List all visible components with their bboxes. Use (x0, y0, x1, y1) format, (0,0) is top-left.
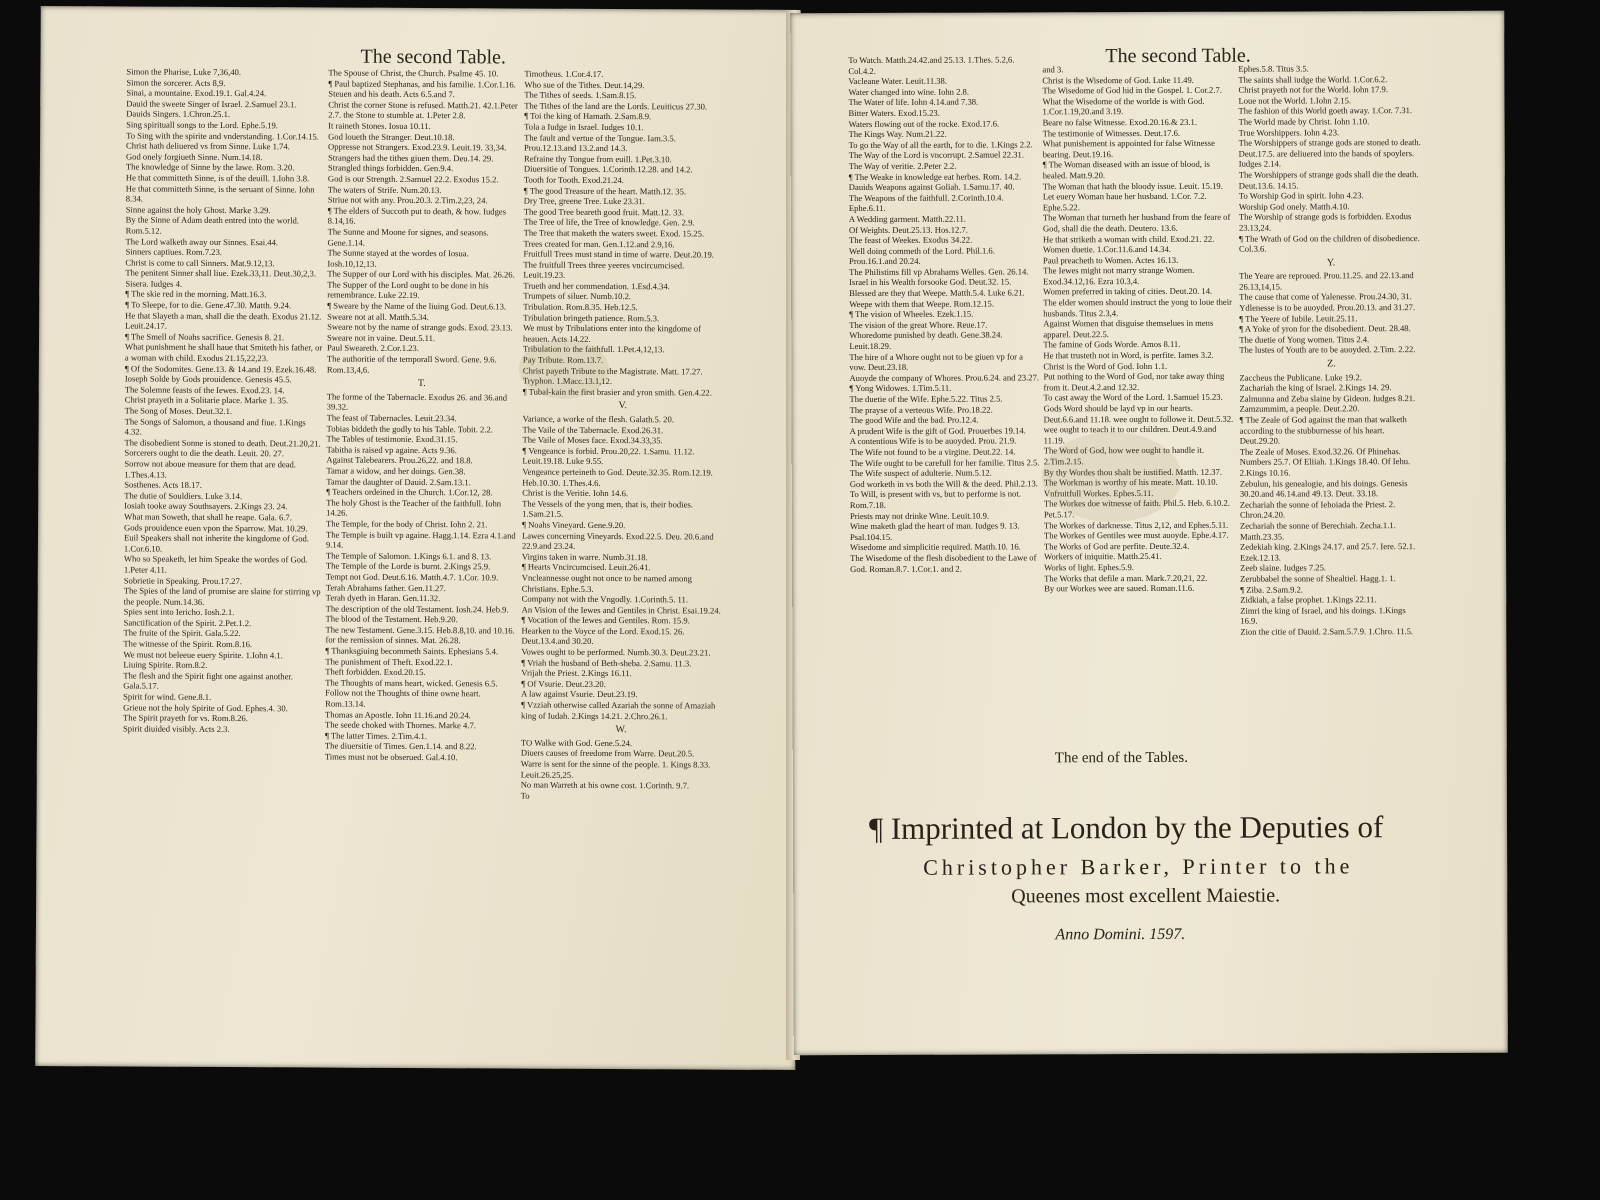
index-entry: The lustes of Youth are to be auoyded. 2.Tim. 2.22. (1239, 344, 1416, 356)
right-column-1 (848, 54, 1040, 745)
index-entry: TO Walke with God. Gene.5.24. (520, 737, 633, 748)
index-entry: ¶ The skie red in the morning. Matt.16.3. (125, 288, 267, 300)
index-entry: The Sunne stayed at the wordes of Iosua. Iosh.10,12,13. (327, 247, 469, 269)
index-entry: The blood of the Testament. Heb.9.20. (325, 613, 458, 625)
index-entry: Gods prouidence euen vpon the Sparrow. Mat. 10.29. (124, 521, 308, 533)
index-entry: The Kings Way. Num.21.22. (848, 128, 947, 140)
index-entry: Terah Abrahams father. Gen.11.27. (325, 582, 446, 593)
index-entry: Against Talebearers. Prou.26,22. and 18.8. (326, 454, 473, 466)
index-entry: Vrijah the Priest. 2.Kings 16.11. (521, 667, 632, 679)
index-entry: Paul preacheth to Women. Actes 16.13. (1043, 254, 1179, 266)
index-entry: Trees created for man. Gen.1.12.and 2.9,16. (523, 238, 675, 249)
index-entry: The Song of Moses. Deut.32.1. (124, 405, 233, 417)
index-entry: ¶ Vengeance is forbid. Prou.20,22. 1.Samu. 11.12. Leuit.19.18. Luke 9.55. (522, 445, 695, 467)
index-entry: The Workes of darknesse. Titus 2,12, and Ephes.5.11. (1043, 519, 1229, 530)
index-entry: Tempt not God. Deut.6.16. Matth.4.7. 1.Cor. 10.9. (325, 571, 499, 583)
index-entry: ¶ Toi the king of Hamath. 2.Sam.8.9. (524, 110, 652, 122)
index-entry: ¶ Thanksgiuing becommeth Saints. Ephesians 5.4. (325, 645, 499, 657)
index-entry: Trumpets of siluer. Numb.10.2. (523, 291, 632, 302)
index-entry: The Water of life. Iohn 4.14.and 7.38. (848, 96, 979, 108)
index-entry: To (520, 790, 530, 801)
index-entry: The description of the old Testament. Iosh.24. Heb.9. (325, 603, 509, 615)
index-entry: The fault and vertue of the Tongue. Iam.3.5. Prou.12.13.and 13.2.and 14.3. (524, 132, 676, 154)
index-entry: Ioseph Solde by Gods prouidence. Genesis 45.5. (124, 373, 292, 385)
index-entry: ¶ The Smell of Noahs sacrifice. Genesis 8. 21. (125, 331, 285, 343)
index-entry: The good Wife and the bad. Pro.12.4. (849, 414, 979, 426)
index-entry: The Sunne and Moone for signes, and seasons. Gene.1.14. (327, 226, 489, 248)
index-entry: The cause that come of Yalenesse. Prou.24.30, 31. (1239, 291, 1412, 303)
index-entry: Sanctification of the Spirit. 2.Pet.1.2. (123, 617, 252, 629)
index-entry: Whoredome punished by death. Gene.38.24. Leuit.18.29. (849, 329, 1003, 352)
index-entry: Zeeb slaine. Iudges 7.25. (1240, 562, 1327, 573)
end-of-tables: The end of the Tables. (1054, 749, 1189, 767)
index-entry: Ephes.5.8. Titus 3.5. (1238, 63, 1309, 74)
index-entry: ¶ The good Treasure of the heart. Matth.12. 35. (523, 185, 687, 196)
index-entry: To Watch. Matth.24.42.and 25.13. 1.Thes. 5.2,6. Col.4.2. (848, 54, 1015, 76)
index-entry: Zedekiah king. 2.Kings 24.17. and 25.7. Iere. 52.1. Ezek.12.13. (1240, 541, 1416, 563)
index-entry: Christ prayeth not for the World. Iohn 17.9. (1238, 84, 1389, 95)
index-entry: ¶ The vision of Wheeles. Ezek.1.15. (849, 308, 974, 320)
index-entry: The Temple is built vp againe. Hagg.1.14. Ezra 4.1.and 9.14. (325, 529, 516, 550)
index-entry: Tribulation bringeth patience. Rom.5.3. (523, 312, 660, 323)
index-entry: Thomas an Apostle. Iohn 11.16.and 20.24. (325, 709, 471, 720)
index-entry: Loue not the World. 1.Iohn 2.15. (1238, 95, 1352, 106)
index-entry: Steuen and his death. Acts 6.5.and 7. (328, 88, 455, 100)
index-entry: To cast away the Word of the Lord. 1.Samuel 15.23. (1043, 392, 1223, 403)
index-entry: The authoritie of the temporall Sword. Gene. 9.6. Rom.13,4,6. (326, 353, 497, 375)
index-entry: Vacleane Water. Leuit.11.38. (848, 75, 948, 87)
index-entry: The knowledge of Sinne by the lawe. Rom. 3.20. (125, 161, 295, 173)
index-entry: Zebulun, his genealogie, and his doings. Genesis 30.20.and 46.14.and 49.13. Deut. 33.18. (1239, 477, 1408, 499)
index-entry: The Woman that turneth her husband from the feare of God, shall die the death. Deutero. 13.6. (1042, 212, 1231, 234)
index-entry: Tooth for Tooth. Exod.21.24. (523, 174, 624, 186)
index-entry: The Word of God, how wee ought to handle it. 2.Tim.2.15. (1043, 445, 1204, 467)
index-entry: Tribulation to the faithfull. 1.Pet.4,12,13. (522, 343, 665, 355)
index-entry: ¶ Tubal-kain the first brasier and yron smith. Gen.4.22. (522, 386, 712, 398)
index-entry: The fruitfull Trees three yeeres vncircumcised. Leuit.19.23. (523, 259, 685, 281)
index-entry: The punishment of Theft. Exod.22.1. (325, 656, 453, 667)
index-entry: ¶ The elders of Succoth put to death, & how. Iudges 8.14,16. (327, 205, 507, 226)
index-entry: The testimonie of Witnesses. Deut.17.6. (1042, 127, 1181, 138)
index-entry: To go the Way of all the earth, for to die. 1.Kings 2.2. (848, 139, 1033, 150)
index-entry: The Worshippers of strange gods shall die the death. Deut.13.6. 14.15. (1238, 168, 1419, 191)
index-entry: The World made by Christ. Iohn 1.10. (1238, 116, 1370, 127)
index-entry: What the Wisedome of the worlde is with God. 1.Cor.1.19,20.and 3.19. (1042, 95, 1205, 117)
index-entry: We must by Tribulations enter into the kingdome of heauen. Acts 14.22. (523, 322, 701, 344)
index-entry: The Philistims fill vp Abrahams Welles. Gen. 26.14. (849, 266, 1029, 277)
index-entry: The witnesse of the Spirit. Rom.8.16. (123, 638, 253, 650)
right-column-2 (1042, 64, 1234, 755)
index-entry: The Temple of Salomon. 1.Kings 6.1. and 8. 13. (325, 550, 492, 562)
index-entry: Christ is the Word of God. Iohn 1.1. (1043, 360, 1168, 371)
index-entry: The new Testament. Gene.3.15. Heb.8.8,10. and 10.16. for the remission of sinnes. Mat. 26.28. (325, 624, 515, 646)
index-entry: The holy Ghost is the Teacher of the faithfull. Iohn 14.26. (326, 497, 502, 518)
index-entry: The Way of veritie. 2.Peter 2.2. (848, 160, 957, 171)
index-entry: Who sue of the Tithes. Deut.14,29. (524, 79, 645, 90)
index-entry: Spirit for wind. Gene.8.1. (123, 691, 212, 702)
index-entry: Of Weights. Deut.25.13. Hos.12.7. (848, 224, 968, 235)
index-entry: Zachariah the king of Israel. 2.Kings 14. 29. (1239, 382, 1392, 393)
index-entry: Sweare not in vaine. Deut.5.11. (327, 332, 436, 343)
index-entry: Sweare not by the name of strange gods. Exod. 23.13. (327, 321, 513, 333)
index-entry: Wine maketh glad the heart of man. Iudges 9. 13. Psal.104.15. (849, 520, 1020, 542)
index-entry: The Tree of life, the Tree of knowledge. Gen. 2.9. (523, 216, 695, 228)
index-entry: and 3. (1042, 64, 1064, 75)
index-entry: Christ is the Veritie. Iohn 14.6. (522, 487, 629, 499)
index-entry: The Supper of the Lord ought to be done in his remembrance. Luke 22.19. (327, 279, 489, 301)
imprint-line-3: Queenes most excellent Maiestie. (1011, 884, 1281, 908)
index-entry: The Worshippers of strange gods are stoned to death. Deut.17.5. are deliuered into the hands of spoylers. Iudges 2.14. (1238, 137, 1421, 170)
index-entry: The Thoughts of mans heart, wicked. Genesis 6.5. (325, 677, 498, 689)
index-entry: ¶ Sweare by the Name of the liuing God. Deut.6.13. (327, 300, 507, 312)
index-entry: Oppresse not Strangers. Exod.23.9. Leuit.19. 33,34. (328, 141, 507, 153)
index-entry: The Tithes of the land are the Lords. Leuiticus 27.30. (524, 100, 708, 112)
index-entry: Simon the Pharise, Luke 7,36,40. (126, 66, 242, 78)
index-entry: No man Warreth at his owne cost. 1.Corinth. 9.7. (520, 779, 690, 791)
index-entry: The Tree that maketh the waters sweet. Exod. 15.25. (523, 227, 705, 239)
index-entry: Zidkiah, a false prophet. 1.Kings 22.11. (1240, 594, 1377, 605)
index-entry: The Yeare are reproued. Prou.11.25. and 22.13.and 26.13,14,15. (1239, 270, 1414, 292)
index-entry: Priests may not drinke Wine. Leuit.10.9. (849, 510, 990, 521)
index-entry: Christ is come to call Sinners. Mat.9.12,13. (125, 257, 275, 268)
index-entry: Gods Word should be layd vp in our hearts. Deut.6.6.and 11.18. wee ought to followe it. Deut.5.32. wee ought to teach it to our children. Deut.4.9.and 11.19. (1043, 402, 1234, 446)
index-entry: The waters of Strife. Num.20.13. (327, 184, 442, 195)
section-letter: Z. (1327, 358, 1336, 370)
index-entry: Company not with the Vngodly. 1.Corinth.5. 11. (521, 593, 689, 605)
index-entry: The Workes doe witnesse of faith. Phil.5. Heb. 6.10.2. Pet.5.17. (1043, 498, 1230, 520)
index-entry: ¶ Teachers ordeined in the Church. 1.Cor.12, 28. (326, 486, 493, 498)
index-entry: Striue not with any. Prou.20.3. 2.Tim.2,23, 24. (327, 194, 488, 206)
index-entry: Terah dyeth in Haran. Gen.11.32. (325, 592, 441, 604)
left-column-2 (324, 68, 519, 999)
index-entry: The duetie of the Wife. Ephe.5.22. Titus 2.5. (849, 393, 1003, 405)
index-entry: Zion the citie of Dauid. 2.Sam.5.7.9. 1.Chro. 11.5. (1240, 625, 1414, 637)
index-entry: The Works that defile a man. Mark.7.20,21, 22. (1044, 572, 1208, 583)
index-entry: Simon the sorcerer. Acts 8,9. (126, 77, 226, 88)
index-entry: The Way of the Lord is vncorrupt. 2.Samuel 22.31. (848, 149, 1024, 161)
index-entry: ¶ The Zeale of God against the man that walketh according to the stubburnesse of his heart. Deut.29.20. (1239, 414, 1407, 446)
index-entry: The Wisedome of God hid in the Gospel. 1. Cor.2.7. (1042, 84, 1222, 96)
index-entry: Pay Tribute. Rom.13.7. (522, 354, 604, 365)
index-entry: Grieue not the holy Spirite of God. Ephes.4. 30. (123, 702, 288, 713)
index-entry: ¶ Of the Sodomites. Gene.13. & 14.and 19. Ezek.16.48. (124, 363, 317, 375)
index-entry: He that striketh a woman with child. Exod.21. 22. (1042, 233, 1215, 244)
index-entry: Sisera. Iudges 4. (125, 278, 183, 289)
index-entry: ¶ The Weake in knowledge eat herbes. Rom. 14.2. (848, 170, 1022, 182)
index-entry: Blessed are they that Weepe. Matth.5.4. Luke 6.21. (849, 287, 1025, 299)
index-entry: The Spouse of Christ, the Church. Psalme 45. 10. (328, 67, 499, 79)
index-entry: Weepe with them that Weepe. Rom.12.15. (849, 298, 994, 309)
index-entry: The Weapons of the faithfull. 2.Corinth.10.4. Ephe.6.11. (848, 192, 1004, 214)
index-entry: Dry Tree, greene Tree. Luke 23.31. (523, 195, 645, 207)
index-entry: Diuers causes of freedome from Warre. Deut.20.5. (520, 747, 695, 759)
index-entry: Zechariah the sonne of Berechiah. Zecha.1.1. Matth.23.35. (1239, 520, 1396, 542)
index-entry: The Solemne feasts of the Iewes. Exod.23. 14. (124, 384, 285, 396)
index-entry: ¶ To Sleepe, for to die. Gene.47.30. Matth. 9.24. (125, 299, 292, 311)
index-entry: Women duetie. 1.Cor.11.6.and 14.34. (1042, 244, 1171, 255)
index-entry: Zalmunna and Zeba slaine by Gideon. Iudges 8.21. (1239, 392, 1416, 404)
index-entry: Christ prayeth in a Solitarie place. Marke 1. 35. (124, 394, 289, 406)
index-entry: He that committeth Sinne, is the seruant of Sinne. Iohn 8.34. (125, 182, 315, 204)
index-entry: Liuing Spirite. Rom.8.2. (123, 659, 208, 671)
index-entry: The Worship of strange gods is forbidden. Exodus 23.13,24. (1238, 211, 1412, 233)
index-entry: The Wife ought to be carefull for her familie. Titus 2.5. (849, 456, 1040, 468)
index-entry: The Tithes of seeds. 1.Sam.8.15. (524, 89, 637, 101)
index-entry: The Woman that hath the bloody issue. Leuit. 15.19. (1042, 180, 1223, 191)
index-entry: The saints shall iudge the World. 1.Cor.6.2. (1238, 73, 1388, 85)
index-entry: ¶ Vriah the husband of Beth-sheba. 2.Samu. 11.3. (521, 657, 692, 669)
index-entry: ¶ Vocation of the Iewes and Gentiles. Rom. 15.9. (521, 614, 690, 626)
left-column-1 (122, 66, 327, 997)
index-entry: Vengeance perteineth to God. Deute.32.35. Rom.12.19. Heb.10.30. 1.Thes.4.6. (522, 466, 713, 488)
index-entry: Dauid the sweete Singer of Israel. 2.Samuel 23.1. (126, 98, 297, 110)
index-entry: Workers of iniquitie. Matth.25.41. (1044, 551, 1162, 562)
anno-domini: Anno Domini. 1597. (1055, 925, 1186, 944)
index-entry: He that trusteth not in Word, is perfite. Iames 3.2. (1043, 349, 1214, 361)
paper-stain (519, 339, 609, 399)
index-entry: The Workman is worthy of his meate. Matt. 10.10. (1043, 476, 1218, 488)
imprint-line-2: Christopher Barker, Printer to the (923, 853, 1354, 880)
index-entry: Tobias biddeth the godly to his Table. Tobit. 2.2. (326, 423, 494, 434)
index-entry: Christ hath deliuered vs from Sinne. Luke 1.74. (126, 140, 290, 152)
index-entry: The Wisedome of the flesh disobedient to the Lawe of God. Roman.8.7. 1.Cor.1. and 2. (850, 552, 1037, 574)
index-entry: By our Workes wee are saued. Roman.11.6. (1044, 582, 1195, 594)
right-running-head: The second Table. (1105, 44, 1251, 68)
index-entry: The forme of the Tabernacle. Exodus 26. and 36.and 39.32. (326, 391, 508, 413)
index-entry: ¶ The latter Times. 2.Tim.4.1. (324, 730, 428, 741)
index-entry: A law against Vsurie. Deut.23.19. (521, 688, 638, 700)
index-entry: The duetie of Yong women. Titus 2.4. (1239, 334, 1370, 345)
left-running-head: The second Table. (360, 45, 506, 69)
index-entry: Zechariah the sonne of Iehoiada the Priest. 2. Chron.24.20. (1239, 498, 1396, 521)
index-entry: Diuersitie of Tongues. 1.Corinth.12.28. and 14.2. (523, 163, 693, 175)
index-entry: Variance, a worke of the flesh. Galath.5. 20. (522, 413, 674, 425)
section-letter: W. (615, 724, 627, 736)
index-entry: Zaccheus the Publicane. Luke 19.2. (1239, 371, 1362, 383)
section-letter: Y. (1326, 257, 1336, 269)
index-entry: By the Sinne of Adam death entred into the world. Rom.5.12. (125, 214, 299, 236)
index-entry: We must not beleeue euery Spirite. 1.Iohn 4.1. (123, 649, 283, 660)
index-entry: Vncleannesse ought not once to be named among Christians. Ephe.5.3. (521, 572, 692, 594)
index-entry: The seede choked with Thornes. Marke 4.7. (324, 719, 476, 731)
index-entry: Sinai, a mountaine. Exod.19.1. Gal.4.24. (126, 87, 267, 99)
index-entry: The Songs of Salomon, a thousand and fiue. 1.Kings 4.32. (124, 416, 306, 437)
index-entry: Christ is the Wisedome of God. Luke 11.49. (1042, 74, 1194, 85)
index-entry: Sosthenes. Acts 18.17. (124, 479, 202, 491)
index-entry: What man Soweth, that shall he reape. Gala. 6.7. (124, 511, 292, 523)
index-entry: Who so Speaketh, let him Speake the wordes of God. 1.Peter 4.11. (123, 553, 308, 575)
index-entry: Israel in his Wealth forsooke God. Deut.32. 15. (849, 276, 1012, 288)
index-entry: A prudent Wife is the gift of God. Prouerbes 19.14. (849, 425, 1026, 436)
index-entry: The prayse of a verteous Wife. Pro.18.22. (849, 404, 993, 415)
index-entry: The Wife suspect of adulterie. Num.5.12. (849, 467, 992, 479)
index-entry: ¶ The Woman diseased with an issue of blood, is healed. Matt.9.20. (1042, 159, 1210, 181)
index-entry: The Wife not found to be a virgine. Deut.22. 14. (849, 446, 1016, 458)
index-entry: The Temple, for the body of Christ. Iohn 2. 21. (326, 518, 488, 530)
index-entry: The Iewes might not marry strange Women. Exod.34.12,16. Ezra 10.3,4. (1043, 265, 1195, 287)
index-entry: The Vessels of the yong men, that is, their bodies. 1.Sam.21.5. (522, 498, 693, 520)
index-entry: Times must not be obserued. Gal.4.10. (324, 751, 458, 763)
index-entry: The feast of Tabernacles. Leuit.23.34. (326, 412, 457, 424)
index-entry: To Worship God in spirit. Iohn 4.23. (1238, 190, 1364, 201)
index-entry: He that Slayeth a man, shall die the death. Exodus 21.12. Leuit.24.17. (125, 310, 322, 331)
index-entry: The Supper of our Lord with his disciples. Mat. 26.26. (327, 268, 515, 280)
index-entry: Follow not the Thoughts of thine owne heart. Rom.13.14. (325, 687, 481, 709)
index-entry: The Vaile of the Tabernacle. Exod.26.31. (522, 424, 664, 435)
left-column-3 (520, 69, 725, 1000)
index-entry: The Works of God are perfite. Deute.32.4. (1044, 540, 1190, 552)
paper-stain (1042, 432, 1182, 522)
index-entry: Hearken to the Voyce of the Lord. Exod.15. 26. Deut.13.4.and 30.20. (521, 625, 685, 647)
index-entry: The good Tree beareth good fruit. Matt.12. 33. (523, 206, 684, 218)
index-entry: Sing spirituall songs to the Lord. Ephe.5.19. (126, 119, 279, 131)
index-entry: To Will, is present with vs, but to performe is not. Rom.7.18. (849, 488, 1021, 510)
index-entry: Vnfruitfull Workes. Ephes.5.11. (1043, 487, 1154, 499)
index-entry: Fruitfull Trees must stand in time of warre. Deut.20.19. (523, 248, 714, 260)
index-entry: Sobrietie in Speaking. Prou.17.27. (123, 574, 242, 586)
index-entry: Sorcerers ought to die the death. Leuit. 20. 27. (124, 447, 284, 459)
index-entry: He that committeth Sinne, is of the deuill. 1.Iohn 3.8. (125, 172, 310, 184)
index-entry: True Worshippers. Iohn 4.23. (1238, 126, 1340, 138)
index-entry: What punishment he shall haue that Smiteth his father, or a woman with child. Exodus 21.15,22,23. (124, 341, 323, 364)
index-entry: Strangers had the tithes giuen them. Deu.14. 29. (327, 152, 494, 164)
index-entry: The Workes of Gentiles wee must auoyde. Ephe.4.17. (1043, 529, 1229, 541)
index-entry: A Wedding garment. Matth.22.11. (848, 213, 966, 224)
index-entry: Spies sent into Iericho. Iosh.2.1. (123, 606, 235, 618)
index-entry: The elder women should instruct the yong to loue their husbands. Titus 2.3,4. (1043, 296, 1233, 319)
index-entry: The Vaile of Moses face. Exod.34.33,35. (522, 434, 663, 446)
index-entry: Auoyde the company of Whores. Prou.6.24. and 23.27. (849, 372, 1040, 383)
left-page (35, 6, 801, 1070)
index-entry: What punishement is appointed for false Witnesse bearing. Deut.19.16. (1042, 137, 1215, 160)
index-entry: Bitter Waters. Exod.15.23. (848, 107, 940, 119)
index-entry: Tribulation. Rom.8.35. Heb.12.5. (523, 301, 638, 313)
index-entry: ¶ Ziba. 2.Sam.9.2. (1240, 583, 1304, 595)
index-entry: Waters flowing out of the rocke. Exod.17.6. (848, 118, 1000, 129)
index-entry: The hire of a Whore ought not to be giuen vp for a vow. Deut.23.18. (849, 351, 1023, 373)
index-entry: Sinne against the holy Ghost. Marke 3.29. (125, 204, 271, 215)
index-entry: An Vision of the Iewes and Gentiles in Christ. Esai.19.24. (521, 604, 721, 616)
index-entry: God worketh in vs both the Will & the deed. Phil.2.13. (849, 478, 1038, 489)
index-entry: ¶ The Wrath of God on the children of disobedience. Col.3.6. (1238, 232, 1420, 254)
index-entry: Virgins taken in warre. Numb.31.18. (521, 551, 648, 562)
index-entry: The flesh and the Spirit fight one against another. Gala.5.17. (123, 670, 293, 692)
index-entry: It raineth Stones. Iosua 10.11. (328, 120, 431, 132)
index-entry: The Lord walketh away our Sinnes. Esai.44. (125, 235, 279, 247)
index-entry: The Spies of the land of promise are slaine for stirring vp the people. Num.14.36. (123, 585, 321, 607)
index-entry: Christ the corner Stone is refused. Matth.21. 42.1.Peter 2.7. the Stone to stumble at. 1.Peter 2.8. (328, 99, 518, 121)
imprint-line-1: ¶ Imprinted at London by the Deputies of (868, 809, 1384, 846)
index-entry: Tamar the daughter of Dauid. 2.Sam.13.1. (326, 476, 471, 487)
index-entry: Paul Sweareth. 2.Cor.1.23. (326, 342, 419, 354)
index-entry: Sinners captiues. Rom.7.23. (125, 246, 222, 258)
index-entry: Beare no false Witnesse. Exod.20.16.& 23.1. (1042, 116, 1197, 128)
index-entry: Tamar a widow, and her doings. Gen.38. (326, 465, 466, 477)
index-entry: Ydlenesse is to be auoyded. Prou.20.13. and 31.27. (1239, 302, 1416, 313)
index-entry: ¶ Of Vsurie. Deut.23.20. (521, 678, 606, 689)
index-entry: Dauids Weapons against Goliah. 1.Samu.17. 40. (848, 181, 1015, 193)
index-entry: ¶ Yong Widowes. 1.Tim.5.11. (849, 383, 952, 394)
index-entry: Against Women that disguise themselues in mens apparel. Deut.22.5. (1043, 318, 1214, 340)
index-entry: Tabitha is raised vp againe. Acts 9.36. (326, 444, 457, 455)
right-page (790, 11, 1508, 1055)
index-entry: The Zeale of Moses. Exod.32.26. Of Phinehas. Numbers 25.7. Of Eliiah. 1.Kings 18.40. Of Iehu. 2.Kings 10.16. (1239, 445, 1411, 478)
index-entry: ¶ The Yeere of Iubile. Leuit.25.11. (1239, 312, 1358, 324)
index-entry: The disobedient Sonne is stoned to death. Deut.21.20,21. (124, 437, 321, 449)
index-entry: The Tables of testimonie. Exod.31.15. (326, 433, 458, 445)
index-entry: Well doing commeth of the Lord. Phil.1.6. Prou.16.1.and 20.24. (848, 245, 995, 267)
index-entry: Women preferred in taking of cities. Deut.20. 14. (1043, 286, 1213, 297)
index-entry: Sorrow not aboue measure for them that are dead. 1.Thes.4.13. (124, 458, 296, 480)
index-entry: The Spirit prayeth for vs. Rom.8.26. (123, 712, 248, 724)
index-entry: Refraine thy Tongue from euill. 1.Pet.3.10. (523, 153, 672, 165)
index-entry: The vision of the great Whore. Reue.17. (849, 319, 988, 330)
index-entry: The fashion of this World goeth away. 1.Cor. 7.31. (1238, 105, 1413, 117)
index-entry: Iosiah tooke away Southsayers. 2.Kings 23. 24. (124, 500, 288, 512)
index-entry: Theft forbidden. Exod.20.15. (325, 666, 426, 678)
index-entry: Timotheus. 1.Cor.4.17. (524, 68, 604, 79)
index-entry: Dauids Singers. 1.Chron.25.1. (126, 108, 231, 120)
index-entry: By thy Wordes thou shalt be iustified. Matth. 12.37. (1043, 466, 1222, 477)
index-entry: Tola a Iudge in Israel. Iudges 10.1. (524, 121, 644, 133)
index-entry: ¶ Vzziah otherwise called Azariah the sonne of Amaziah king of Iudah. 2.Kings 14.21. 2.Chro.26.1. (521, 699, 716, 721)
index-entry: God onely forgiueth Sinne. Num.14.18. (125, 151, 263, 162)
index-entry: Let euery Woman haue her husband. 1.Cor. 7.2. Ephe.5.22. (1042, 190, 1207, 213)
index-entry: To Sing with the spirite and vnderstanding. 1.Cor.14.15. (126, 130, 319, 142)
index-entry: A contentious Wife is to be auoyded. Prou. 21.9. (849, 435, 1017, 447)
index-entry: The diuersitie of Times. Gen.1.14. and 8.22. (324, 740, 477, 752)
index-entry: Warre is sent for the sinne of the people. 1. Kings 8.33. Leuit.26.25,25. (520, 758, 711, 780)
index-entry: Works of light. Ephes.5.9. (1044, 561, 1134, 573)
index-entry: God is our Strength. 2.Samuel 22.2. Exodus 15.2. (327, 173, 499, 185)
index-entry: The famine of Gods Worde. Amos 8.11. (1043, 339, 1181, 350)
index-entry: Worship God onely. Matth.4.10. (1238, 201, 1350, 212)
section-letter: T. (417, 378, 426, 390)
index-entry: Trueth and her commendation. 1.Esd.4.34. (523, 280, 670, 292)
index-entry: ¶ Noahs Vineyard. Gene.9.20. (522, 519, 626, 531)
index-entry: Spirit diuided visibly. Acts 2.3. (122, 723, 230, 734)
right-column-3 (1238, 63, 1424, 744)
index-entry: Euil Speakers shall not inherite the kingdome of God. 1.Cor.6.10. (123, 532, 309, 554)
index-entry: Water changed into wine. Iohn 2.8. (848, 86, 970, 97)
index-entry: Lawes concerning Vineyards. Exod.22.5. Deu. 20.6.and 22.9.and 23.24. (521, 530, 714, 551)
index-entry: Wisedome and simplicitie required. Matth.10. 16. (850, 541, 1021, 553)
index-entry: Zamzummim, a people. Deut.2.20. (1239, 403, 1360, 415)
index-entry: The fruite of the Spirit. Gala.5.22. (123, 627, 241, 639)
index-entry: ¶ Paul baptized Stephanas, and his familie. 1.Cor.1.16. (328, 78, 516, 90)
index-entry: ¶ Hearts Vncircumcised. Leuit.26.41. (521, 561, 651, 573)
index-entry: ¶ A Yoke of yron for the disobedient. Deut. 28.48. (1239, 323, 1411, 334)
index-entry: God loueth the Stranger. Deut.10.18. (328, 131, 455, 142)
index-entry: Sweare not at all. Matth.5.34. (327, 311, 429, 322)
index-entry: Strangled things forbidden. Gen.9.4. (327, 162, 454, 174)
index-entry: Put nothing to the Word of God, nor take away thing from it. Deut.4.2.and 12.32. (1043, 370, 1225, 393)
index-entry: The dutie of Souldiers. Luke 3.14. (124, 490, 243, 501)
section-letter: V. (618, 400, 627, 412)
index-entry: The penitent Sinner shall liue. Ezek.33,11. Deut.30,2,3. (125, 267, 317, 279)
index-entry: Zimri the king of Israel, and his doings. 1.Kings 16.9. (1240, 604, 1406, 626)
index-entry: Christ payeth Tribute to the Magistrate. Matt. 17.27. (522, 365, 703, 377)
index-entry: The Temple of the Lorde is burnt. 2.Kings 25.9. (325, 560, 491, 572)
index-entry: The feast of Weekes. Exodus 34.22. (848, 234, 973, 246)
index-entry: Tryphon. 1.Macc.13.1,12. (522, 375, 613, 387)
index-entry: Vowes ought to be performed. Numb.30.3. Deut.23.21. (521, 646, 711, 658)
index-entry: Zerubbabel the sonne of Shealtiel. Hagg.1. 1. (1240, 573, 1396, 584)
